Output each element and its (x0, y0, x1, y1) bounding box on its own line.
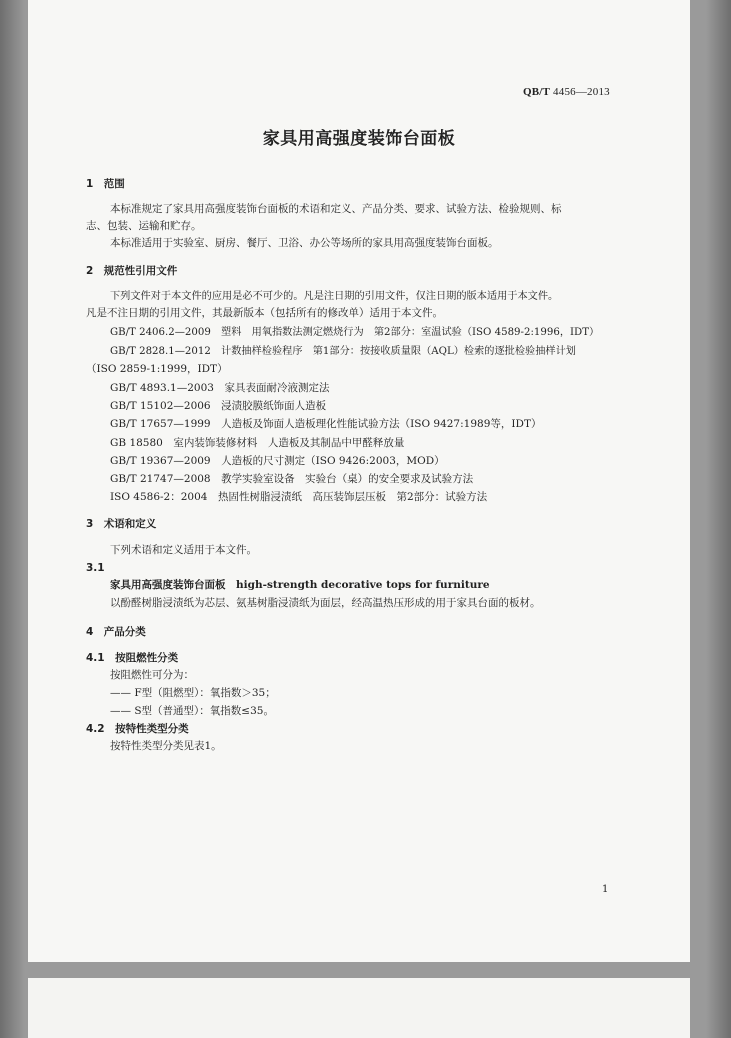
standard-code: QB/T 4456—2013 (523, 86, 610, 98)
section-2-heading: 2 规范性引用文件 (86, 265, 178, 277)
document-title: 家具用高强度装饰台面板 (262, 129, 456, 149)
page-number: 1 (602, 884, 609, 895)
term-title: 家具用高强度装饰台面板 high-strength decorative tops for furniture (110, 579, 490, 591)
list-item: —— S型（普通型）：氧指数≤35。 (110, 705, 274, 717)
clause-number: 3.1 (86, 562, 105, 574)
reference-item: GB/T 21747—2008 教学实验室设备 实验台（桌）的安全要求及试验方法 (110, 473, 474, 485)
paragraph: 本标准适用于实验室、厨房、餐厅、卫浴、办公等场所的家具用高强度装饰台面板。 (110, 237, 499, 249)
paragraph: 按特性类型分类见表1。 (110, 740, 222, 752)
list-item: —— F型（阻燃型）：氧指数＞35； (110, 687, 276, 699)
subsection-heading: 4.2 按特性类型分类 (86, 723, 189, 735)
reference-item: GB 18580 室内装饰装修材料 人造板及其制品中甲醛释放量 (110, 437, 405, 449)
reference-item: GB/T 2828.1—2012 计数抽样检验程序 第1部分：按接收质量限（AQL）检索的逐批检验抽样计划 (110, 346, 576, 357)
reference-item: GB/T 4893.1—2003 家具表面耐冷液测定法 (110, 382, 330, 394)
document-page (28, 0, 690, 962)
reference-item: （ISO 2859-1:1999，IDT） (86, 363, 228, 375)
paragraph: 下列文件对于本文件的应用是必不可少的。凡是注日期的引用文件，仅注日期的版本适用于本文件。 (110, 291, 559, 302)
reference-item: GB/T 15102—2006 浸渍胶膜纸饰面人造板 (110, 400, 327, 412)
reference-item: ISO 4586-2：2004 热固性树脂浸渍纸 高压装饰层压板 第2部分：试验方法 (110, 491, 488, 503)
paragraph: 凡是不注日期的引用文件，其最新版本（包括所有的修改单）适用于本文件。 (86, 307, 443, 319)
reference-item: GB/T 19367—2009 人造板的尺寸测定（ISO 9426:2003，MOD） (110, 455, 445, 467)
next-page-edge (28, 978, 690, 1038)
reference-item: GB/T 17657—1999 人造板及饰面人造板理化性能试验方法（ISO 9427:1989等，IDT） (110, 418, 542, 430)
reference-item: GB/T 2406.2—2009 塑料 用氧指数法测定燃烧行为 第2部分：室温试验（ISO 4589-2:1996，IDT） (110, 327, 600, 338)
subsection-heading: 4.1 按阻燃性分类 (86, 652, 179, 664)
paragraph: 下列术语和定义适用于本文件。 (110, 544, 257, 556)
paragraph: 志、包装、运输和贮存。 (86, 220, 202, 232)
paragraph: 按阻燃性可分为： (110, 669, 194, 681)
term-definition: 以酚醛树脂浸渍纸为芯层、氨基树脂浸渍纸为面层，经高温热压形成的用于家具台面的板材。 (110, 597, 541, 609)
paragraph: 本标准规定了家具用高强度装饰台面板的术语和定义、产品分类、要求、试验方法、检验规则、标 (110, 203, 562, 215)
section-1-heading: 1 范围 (86, 178, 125, 190)
section-3-heading: 3 术语和定义 (86, 518, 157, 530)
section-4-heading: 4 产品分类 (86, 626, 146, 638)
